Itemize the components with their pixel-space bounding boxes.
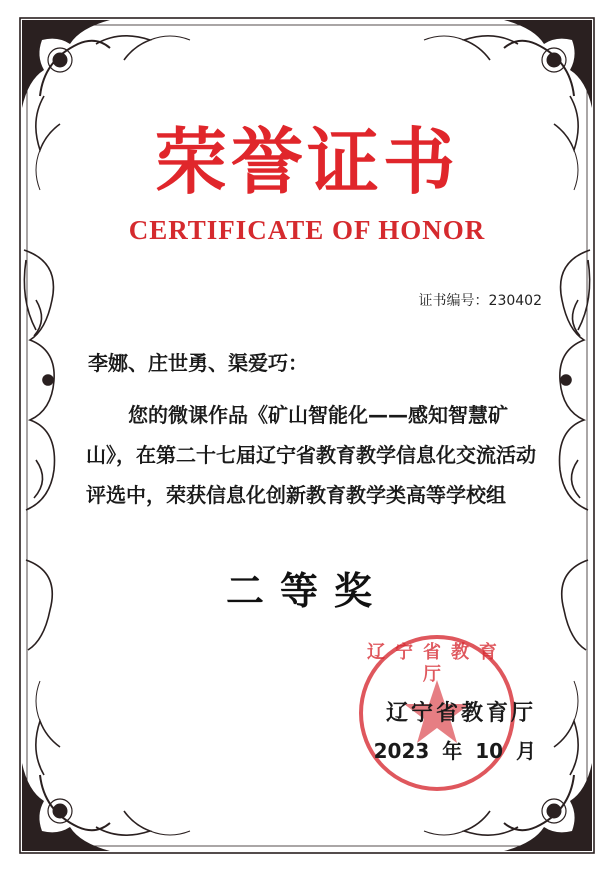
- recipients: 李娜、庄世勇、渠爱巧：: [88, 351, 308, 375]
- seal-text: 辽宁省教育厅: [367, 642, 507, 685]
- corner-ornament-bottom-left: [22, 681, 190, 851]
- issuer: 辽宁省教育厅: [385, 701, 536, 726]
- certificate-title-english: CERTIFICATE OF HONOR: [128, 215, 486, 245]
- certificate-number: [419, 292, 542, 310]
- award-level: 二等奖: [225, 568, 388, 613]
- certificate-number-value: 230402: [488, 293, 542, 309]
- certificate-title-chinese: 荣誉证书: [154, 119, 459, 204]
- issue-date: 2023 年 10 月: [373, 739, 536, 763]
- certificate-body: 您的微课作品《矿山智能化——感知智慧矿山》，在第二十七届辽宁省教育教学信息化交流活动评选中，荣获信息化创新教育教学类高等学校组: [86, 403, 536, 507]
- certificate-number-label: 证书编号：: [418, 293, 489, 309]
